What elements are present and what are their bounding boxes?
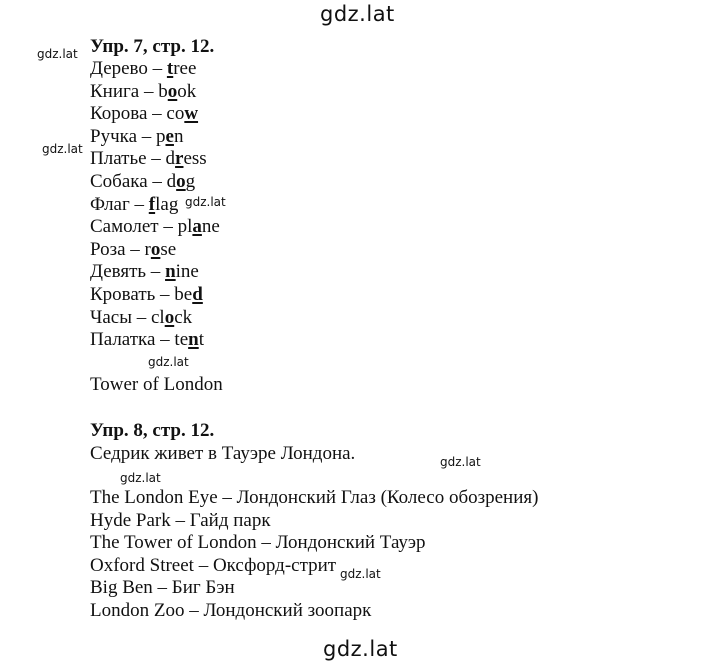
- watermark-side: gdz.lat: [42, 142, 83, 156]
- word-text: Палатка – te: [90, 329, 189, 351]
- highlighted-letter: f: [148, 193, 156, 215]
- word-text: Девять –: [90, 261, 166, 283]
- word-text: ck: [174, 306, 193, 328]
- word-text: Корова – co: [90, 103, 185, 125]
- word-text: Роза – r: [90, 238, 151, 260]
- word-pair: [90, 171, 195, 193]
- highlighted-letter: o: [164, 306, 175, 328]
- highlighted-letter: w: [184, 103, 199, 125]
- word-text: ine: [175, 261, 199, 283]
- word-text: Собака – d: [90, 171, 177, 192]
- word-pair: [90, 307, 192, 329]
- word-text: Дерево –: [90, 58, 167, 79]
- highlighted-letter: n: [188, 329, 199, 351]
- word-text: g: [185, 171, 196, 192]
- word-pair: [90, 81, 196, 103]
- highlighted-letter: t: [166, 58, 174, 79]
- watermark-top: gdz.lat: [320, 2, 395, 26]
- watermark-inline: gdz.lat: [440, 455, 481, 469]
- word-pair: [90, 329, 204, 351]
- highlighted-letter: n: [165, 261, 176, 283]
- word-text: Книга – b: [90, 80, 168, 102]
- word-text: lag: [155, 193, 179, 215]
- word-pair: [90, 239, 176, 261]
- highlighted-letter: d: [192, 284, 203, 305]
- exercise-8-heading: Упр. 8, стр. 12.: [90, 420, 215, 441]
- highlighted-letter: o: [176, 171, 186, 192]
- word-text: se: [160, 238, 177, 260]
- word-text: ree: [173, 58, 197, 79]
- highlighted-letter: e: [165, 125, 174, 147]
- place-item: The Tower of London – Лондонский Тауэр: [90, 532, 426, 554]
- word-text: Часы – cl: [90, 306, 165, 328]
- exercise-8-sentence: Седрик живет в Тауэре Лондона.: [90, 443, 356, 464]
- word-text: Кровать – be: [90, 284, 193, 305]
- highlighted-letter: r: [175, 148, 184, 170]
- word-pair: [90, 58, 196, 80]
- word-pair: [90, 103, 198, 125]
- watermark-inline: gdz.lat: [148, 355, 189, 369]
- word-pair: [90, 216, 220, 238]
- watermark-inline: gdz.lat: [340, 567, 381, 581]
- place-item: The London Eye – Лондонский Глаз (Колесо обозрения): [90, 487, 539, 508]
- word-text: Ручка – p: [90, 125, 166, 147]
- word-text: ess: [183, 148, 207, 170]
- word-text: Платье – d: [90, 148, 176, 170]
- watermark-inline: gdz.lat: [185, 195, 226, 209]
- highlighted-letter: a: [192, 216, 202, 238]
- place-item: Big Ben – Биг Бэн: [90, 577, 235, 599]
- watermark-side: gdz.lat: [37, 47, 78, 61]
- watermark-inline: gdz.lat: [120, 471, 161, 485]
- word-pair: [90, 261, 199, 283]
- word-pair: [90, 148, 207, 170]
- highlighted-letter: o: [167, 80, 178, 102]
- word-text: t: [198, 329, 204, 351]
- watermark-bottom: gdz.lat: [323, 637, 398, 661]
- word-pair: [90, 194, 178, 216]
- word-text: Самолет – pl: [90, 216, 193, 238]
- word-text: ne: [201, 216, 220, 238]
- place-item: London Zoo – Лондонский зоопарк: [90, 600, 372, 621]
- exercise-7-answer: Tower of London: [90, 374, 223, 395]
- word-text: n: [173, 125, 184, 147]
- word-pair: [90, 126, 183, 148]
- place-item: Oxford Street – Оксфорд-стрит: [90, 554, 337, 576]
- exercise-7-heading: Упр. 7, стр. 12.: [90, 36, 215, 57]
- place-item: Hyde Park – Гайд парк: [90, 509, 271, 531]
- word-text: Флаг –: [90, 193, 149, 215]
- word-text: ok: [177, 80, 197, 102]
- word-pair: [90, 284, 203, 306]
- highlighted-letter: o: [150, 238, 161, 260]
